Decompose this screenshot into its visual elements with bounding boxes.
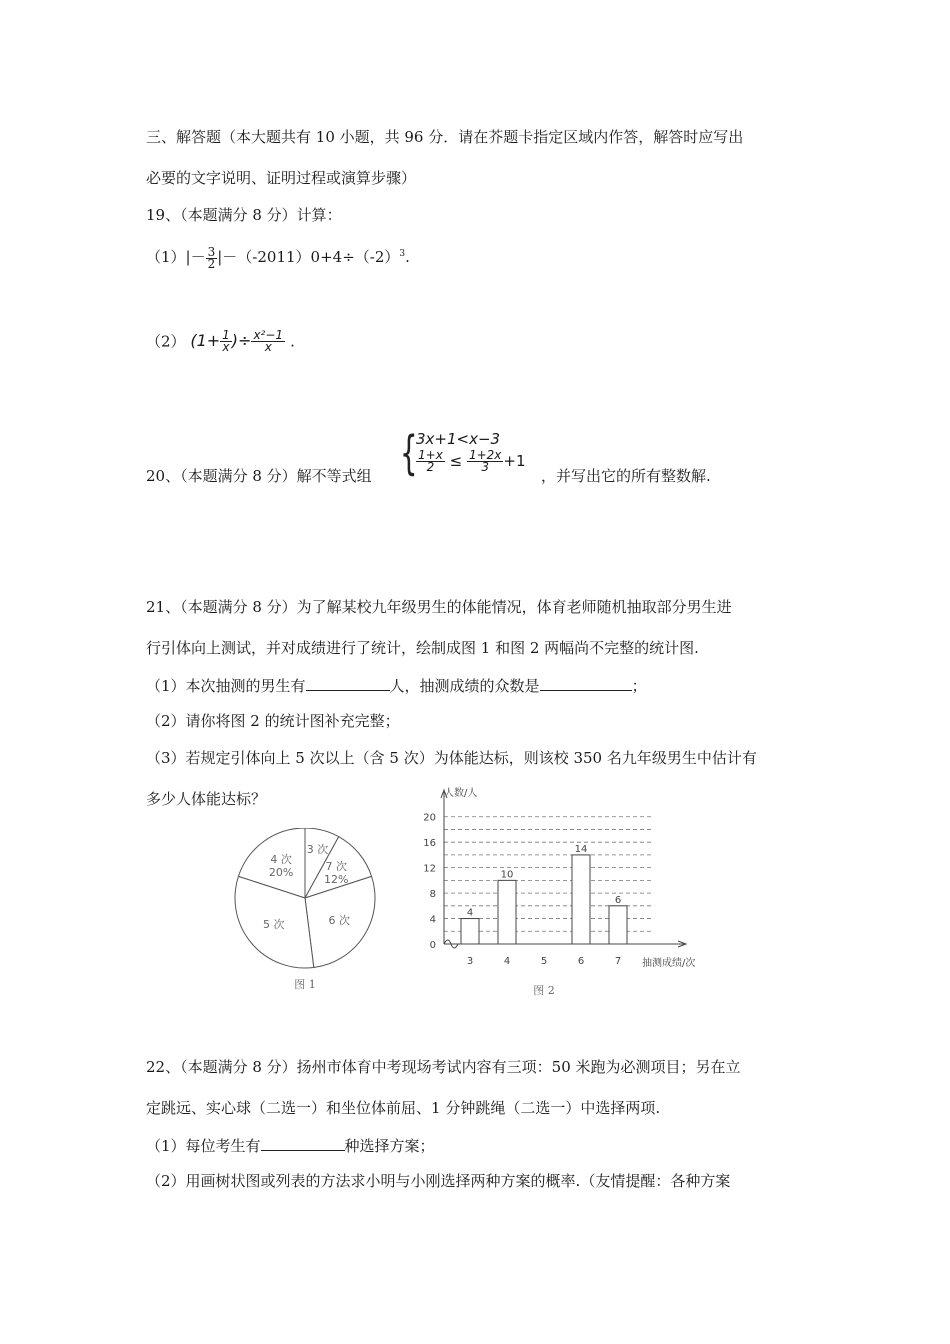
pie-slice-label-2: 7 次 (325, 860, 348, 874)
q19-p2-end: . (290, 332, 295, 351)
bar-value-label-6: 14 (574, 843, 588, 855)
x-tick-label-3: 3 (466, 956, 474, 967)
y-tick-label-8: 8 (429, 889, 436, 901)
q19-part2 (146, 330, 295, 353)
q20-header: 20、（本题满分 8 分）解不等式组 (146, 467, 372, 485)
q19-p2-expression: (1+ $\frac{1}{x}$ )÷ $\frac{\text{x²−1}}{x}$ (190, 328, 284, 354)
bar-chart-figure2 (410, 784, 710, 1002)
bar-6 (572, 855, 590, 944)
q21-sub1: （1）本次抽测的男生有 人，抽测成绩的众数是 ； (146, 677, 647, 695)
pie-chart-figure1 (225, 828, 385, 996)
q22-sub1: （1）每位考生有 种选择方案； (146, 1137, 435, 1155)
x-tick-label-4: 4 (503, 956, 511, 967)
y-tick-label-0: 0 (429, 940, 436, 951)
y-tick-label-4: 4 (429, 914, 436, 926)
figure1-caption: 图 1 (294, 978, 316, 991)
pie-slice-label-3: 6 次 (328, 913, 351, 927)
q20-row2: $\frac{1+x}{2}$ ≤ $\frac{1+2x}{3}$ +1 (418, 448, 526, 474)
q19-p1-fraction: $\frac{3}{2}$ (207, 244, 216, 271)
y-tick-label-12: 12 (423, 863, 436, 875)
q19-p1-exponent: 3 (399, 249, 406, 259)
q19-p1-rest: |－（-2011）0+4÷（-2） (217, 248, 400, 266)
q19-p1-prefix: （1）|－ (146, 248, 206, 266)
pie-slices (235, 828, 375, 968)
q21-blank-count[interactable] (306, 675, 390, 691)
q21-sub2: （2）请你将图 2 的统计图补充完整； (146, 712, 400, 730)
pie-slice-percent-2: 12% (324, 873, 349, 887)
q22-sub2: （2）用画树状图或列表的方法求小明与小刚选择两种方案的概率.（友情提醒：各种方案 (146, 1172, 731, 1190)
pie-slice-percent-0: 20% (268, 866, 294, 880)
q22-line2: 定跳远、实心球（二选一）和坐位体前屈、1 分钟跳绳（二选一）中选择两项. (146, 1099, 661, 1117)
q19-part1 (146, 244, 410, 270)
q21-line1: 21、（本题满分 8 分）为了解某校九年级男生的体能情况，体育老师随机抽取部分男生进 (146, 598, 732, 616)
bar-marks (461, 844, 627, 944)
x-axis-label: 抽测成绩/次 (642, 958, 696, 969)
bar-4 (498, 880, 516, 944)
q19-header: 19、（本题满分 8 分）计算： (146, 206, 342, 224)
section-title-line2: 必要的文字说明、证明过程或演算步骤） (146, 169, 417, 187)
q21-sub3-line1: （3）若规定引体向上 5 次以上（含 5 次）为体能达标，则该校 350 名九年级男生中估计有 (146, 749, 757, 767)
y-axis-label: 人数/人 (444, 788, 478, 799)
q21-blank-mode[interactable] (540, 675, 632, 691)
figure2-caption: 图 2 (533, 984, 555, 997)
section-title-line1: 三、解答题（本大题共有 10 小题，共 96 分．请在芥题卡指定区域内作答，解答时应写出 (146, 128, 744, 146)
bar-value-label-4: 10 (500, 869, 514, 881)
pie-slice-label-1: 3 次 (306, 843, 329, 857)
q21-sub3-line2: 多少人体能达标？ (146, 790, 267, 808)
bar-value-label-3: 4 (466, 907, 474, 919)
bar-value-label-7: 6 (614, 894, 622, 906)
bar-7 (609, 906, 627, 944)
q19-p1-end: . (405, 248, 410, 266)
q20-brace: { (400, 426, 418, 480)
bar-3 (461, 919, 479, 944)
pie-slice-label-4: 5 次 (262, 917, 285, 931)
q20-tail: ，并写出它的所有整数解. (541, 467, 711, 485)
q22-line1: 22、（本题满分 8 分）扬州市体育中考现场考试内容有三项：50 米跑为必测项目；另在立 (146, 1058, 741, 1076)
x-tick-label-5: 5 (540, 956, 548, 967)
q20-row1: 3x+1<x−3 (416, 430, 501, 448)
y-tick-label-16: 16 (423, 838, 436, 850)
x-tick-label-7: 7 (614, 956, 622, 967)
q22-blank-options[interactable] (261, 1135, 345, 1151)
q21-line2: 行引体向上测试，并对成绩进行了统计，绘制成图 1 和图 2 两幅尚不完整的统计图. (146, 639, 699, 657)
pie-slice-label-0: 4 次 (270, 853, 292, 867)
q19-p2-prefix: （2） (146, 332, 186, 351)
x-tick-label-6: 6 (577, 956, 585, 967)
y-tick-label-20: 20 (423, 812, 436, 824)
